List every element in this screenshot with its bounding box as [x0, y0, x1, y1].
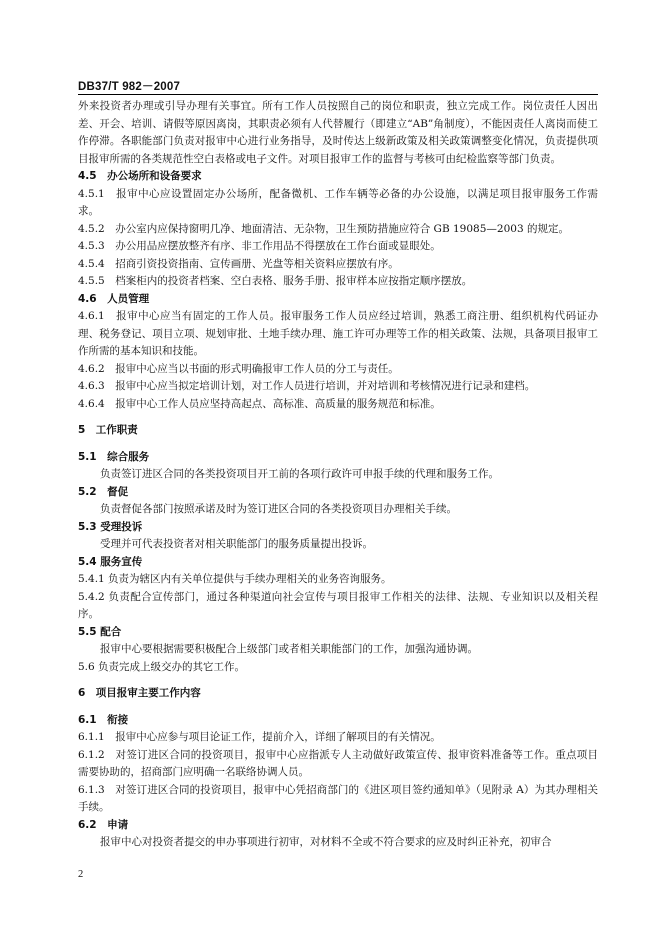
clause-paragraph: 报审中心要根据需要积极配合上级部门或者相关职能部门的工作，加强沟通协调。 — [100, 643, 478, 655]
header-rule — [78, 94, 598, 95]
clause-paragraph: 受理并可代表投资者对相关职能部门的服务质量提出投诉。 — [100, 538, 373, 550]
clause-paragraph: 5.6 负责完成上级交办的其它工作。 — [78, 660, 246, 673]
clause-paragraph: 4.5.3 办公用品应摆放整齐有序、非工作用品不得摆放在工作台面或显眼处。 — [78, 240, 441, 252]
clause-paragraph: 6.1.3 对签订进区合同的投资项目，报审中心凭招商部门的《进区项目签约通知单》（见附录 A）为其办理相关手续。 — [78, 783, 598, 813]
clause-paragraph: 4.6.2 报审中心应当以书面的形式明确报审工作人员的分工与责任。 — [78, 362, 399, 375]
section-heading: 4.6 人员管理 — [78, 292, 150, 305]
document-body — [78, 98, 598, 852]
section-gap — [78, 676, 598, 685]
clause-paragraph: 5.4.2 负责配合宣传部门，通过各种渠道向社会宣传与项目报审工作相关的法律、法规、专业知识以及相关程序。 — [78, 590, 598, 620]
section-heading: 5.3 受理投诉 — [78, 520, 143, 533]
clause-paragraph: 4.5.2 办公室内应保持窗明几净、地面清洁、无杂物，卫生预防措施应符合 GB 19085—2003 的规定。 — [78, 222, 569, 235]
section-heading: 6.1 衔接 — [78, 713, 129, 726]
clause-paragraph: 外来投资者办理或引导办理有关事宜。所有工作人员按照自己的岗位和职责，独立完成工作。岗位责任人因出差、开会、培训、请假等原因离岗，其职责必须有人代替履行（即建立“AB”角制度），不能因责任人离岗而使工作停滞。各职能部门负责对报审中心进行业务指导，及时传达上级新政策及相关政策调整变化情况，负责提供项目报审所需的各类规范性空白表格或电子文件。对项目报审工作的监督与考核可由纪检监察等部门负责。 — [78, 100, 598, 165]
section-gap — [78, 703, 598, 712]
section-heading: 5.4 服务宣传 — [78, 555, 143, 568]
clause-paragraph: 负责签订进区合同的各类投资项目开工前的各项行政许可申报手续的代理和服务工作。 — [100, 468, 499, 480]
clause-paragraph: 6.1.2 对签订进区合同的投资项目，报审中心应指派专人主动做好政策宣传、报审资料准备等工作。重点项目需要协助的，招商部门应明确一名联络协调人员。 — [78, 748, 598, 778]
clause-paragraph: 4.5.1 报审中心应设置固定办公场所，配备微机、工作车辆等必备的办公设施，以满足项目报审服务工作需求。 — [78, 187, 598, 217]
section-heading: 5.5 配合 — [78, 625, 122, 638]
section-heading: 5 工作职责 — [78, 424, 138, 436]
clause-paragraph: 4.5.5 档案柜内的投资者档案、空白表格、服务手册、报审样本应按指定顺序摆放。 — [78, 275, 473, 287]
section-gap — [78, 440, 598, 449]
section-heading: 5.2 督促 — [78, 485, 129, 498]
clause-paragraph: 4.5.4 招商引资投资指南、宣传画册、光盘等相关资料应摆放有序。 — [78, 257, 399, 270]
clause-paragraph: 6.1.1 报审中心应参与项目论证工作，提前介入，详细了解项目的有关情况。 — [78, 731, 441, 743]
clause-paragraph: 4.6.1 报审中心应当有固定的工作人员。报审服务工作人员应经过培训，熟悉工商注册、组织机构代码证办理、税务登记、项目立项、规划审批、土地手续办理、施工许可办理等工作的相关政策、法规，具备项目报审工作所需的基本知识和技能。 — [78, 310, 598, 357]
document-code: DB37/T 982－2007 — [78, 81, 181, 93]
clause-paragraph: 5.4.1 负责为辖区内有关单位提供与手续办理相关的业务咨询服务。 — [78, 573, 392, 585]
clause-paragraph: 4.6.3 报审中心应当拟定培训计划，对工作人员进行培训，并对培训和考核情况进行记录和建档。 — [78, 380, 536, 392]
section-heading: 4.5 办公场所和设备要求 — [78, 170, 202, 182]
clause-paragraph: 报审中心对投资者提交的申办事项进行初审，对材料不全或不符合要求的应及时纠正补充，初审合 — [100, 836, 552, 848]
page-number: 2 — [78, 869, 84, 880]
section-heading: 6.2 申请 — [78, 818, 129, 831]
clause-paragraph: 负责督促各部门按照承诺及时为签订进区合同的各类投资项目办理相关手续。 — [100, 503, 457, 515]
section-heading: 6 项目报审主要工作内容 — [78, 687, 201, 699]
clause-paragraph: 4.6.4 报审中心工作人员应坚持高起点、高标准、高质量的服务规范和标准。 — [78, 397, 441, 410]
section-heading: 5.1 综合服务 — [78, 450, 150, 463]
section-gap — [78, 413, 598, 422]
